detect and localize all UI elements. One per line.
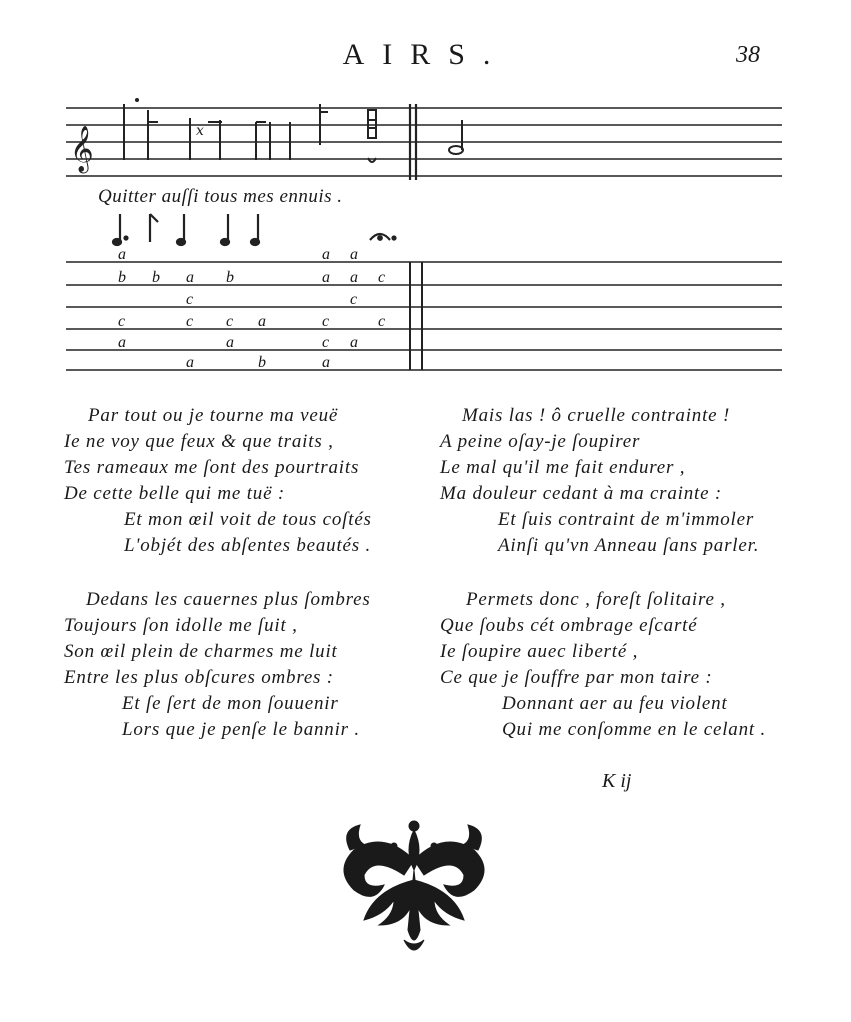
tab-letter: c [350,291,358,308]
treble-clef-icon: 𝄞 [70,126,94,172]
tab-letter: a [350,334,358,351]
verse-line: Dedans les cauernes plus ſombres [86,589,371,610]
verse-line: Ie ſoupire auec liberté , [440,641,639,662]
verse-line: Ma douleur cedant à ma crainte : [440,483,723,504]
tab-letter: c [186,291,194,308]
verse-line: Son œil plein de charmes me luit [64,641,338,662]
tab-letter: c [378,269,386,286]
tab-letter: c [226,313,234,330]
verse-line: De cette belle qui me tuë : [64,483,286,504]
verse-line: Entre les plus obſcures ombres : [64,667,334,688]
verse-line: Qui me conſomme en le celant . [502,719,767,740]
tab-letter: c [378,313,386,330]
music-lyric: Quitter auſſi tous mes ennuis . [98,186,343,207]
tab-letter: a [322,354,330,371]
verse-line: Par tout ou je tourne ma veuë [88,405,339,426]
tab-letter: a [186,354,194,371]
verse-line: Ce que je ſouffre par mon taire : [440,667,713,688]
tab-letter: c [322,313,330,330]
tab-letter: a [258,313,266,330]
tab-letter: a [118,334,126,351]
tab-letter: a [350,246,358,263]
tab-letter: a [350,269,358,286]
tab-letter: c [118,313,126,330]
signature-mark: K ij [602,770,632,792]
verse-line: Ainſi qu'vn Anneau ſans parler. [498,535,760,556]
tab-letter: b [152,269,160,286]
verse-line: Tes rameaux me ſont des pourtraits [64,457,360,478]
tab-letter: a [226,334,234,351]
svg-text:x: x [196,123,204,139]
verse-line: Mais las ! ô cruelle contrainte ! [462,405,731,426]
page-title: AIRS. [342,38,509,71]
tab-letter: b [226,269,234,286]
tab-letter: a [118,246,126,263]
tab-letter: a [322,269,330,286]
verse-line: Donnant aer au feu violent [502,693,728,714]
tab-letter: c [186,313,194,330]
verse-line: Toujours ſon idolle me ſuit , [64,615,298,636]
page-number: 38 [736,42,760,68]
tab-letter: c [322,334,330,351]
verse-line: Ie ne voy que feux & que traits , [64,431,334,452]
tab-letter: a [322,246,330,263]
verse-line: Le mal qu'il me fait endurer , [440,457,686,478]
verse-line: A peine oſay-je ſoupirer [440,431,641,452]
tab-letter: b [118,269,126,286]
tab-letter: b [258,354,266,371]
verse-line: Et ſe ſert de mon ſouuenir [122,693,339,714]
verse-line: Que ſoubs cét ombrage eſcarté [440,615,698,636]
verse-line: Et mon œil voit de tous coſtés [124,509,372,530]
verse-line: L'objét des abſentes beautés . [124,535,372,556]
verse-line: Lors que je penſe le bannir . [122,719,360,740]
verse-line: Permets donc , foreſt ſolitaire , [466,589,726,610]
tab-letter: a [186,269,194,286]
verse-line: Et ſuis contraint de m'immoler [498,509,755,530]
